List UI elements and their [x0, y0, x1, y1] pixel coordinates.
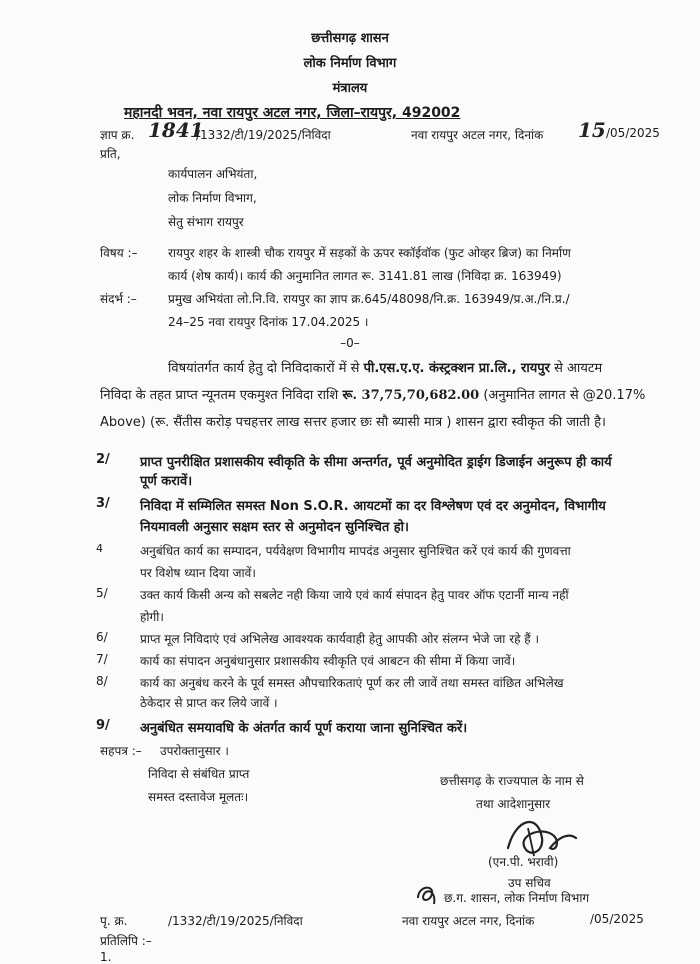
header-address: महानदी भवन, नवा रायपुर अटल नगर, जिला–रायपुर, 492002 [124, 105, 461, 121]
memo-label: ज्ञाप क्र. [100, 128, 135, 142]
enclosure-line: समस्त दस्तावेज मूलतः। [148, 790, 249, 804]
para1-line3: Above) (रू. सैंतीस करोड़ पचहत्तर लाख सत्तर हजार छः सौ ब्यासी मात्र ) शासन द्वारा स्वीकृत की जाती है। [100, 415, 606, 430]
subject-line: कार्य (शेष कार्य)। कार्य की अनुमानित लागत रू. 3141.81 लाख (निविदा क्र. 163949) [168, 269, 562, 283]
point-text: निविदा में सम्मिलित समस्त Non S.O.R. आयटमों का दर विश्लेषण एवं दर अनुमोदन, विभागीय [140, 499, 606, 514]
recipient-line: कार्यपालन अभियंता, [168, 167, 258, 181]
initials-signature-icon [412, 880, 442, 910]
point-text: प्राप्त पुनरीक्षित प्रशासकीय स्वीकृति के सीमा अन्तर्गत, पूर्व अनुमोदित ड्राईग डिजाईन अनुरूप ही कार्य [140, 455, 612, 470]
point-number: 2/ [96, 452, 110, 467]
point-text: अनुबंधित कार्य का सम्पादन, पर्यवेक्षण विभागीय मापदंड अनुसार सुनिश्चित करें एवं कार्य की गुणवत्ता [140, 544, 571, 558]
point-text: पर विशेष ध्यान दिया जावें। [140, 566, 256, 580]
point-text: पूर्ण करावें। [140, 474, 193, 489]
para1-text: से आयटम [554, 361, 603, 376]
enclosure-line: उपरोक्तानुसार । [160, 744, 229, 758]
point-number: 8/ [96, 674, 108, 688]
point-number: 6/ [96, 630, 108, 644]
footer-label: पृ. क्र. [100, 914, 128, 928]
copy-item-number: 1. [100, 950, 112, 964]
signatory-designation: उप सचिव [508, 876, 551, 890]
header-dept: लोक निर्माण विभाग [303, 56, 397, 71]
point-number: 4 [96, 542, 103, 555]
divider: –0– [340, 336, 360, 350]
recipient-line: लोक निर्माण विभाग, [168, 191, 257, 205]
para1-text: विषयांतर्गत कार्य हेतु दो निविदाकारों में से [168, 361, 360, 376]
memo-place-date-label: नवा रायपुर अटल नगर, दिनांक [411, 128, 544, 142]
point-text: अनुबंधित समयावधि के अंतर्गत कार्य पूर्ण कराया जाना सुनिश्चित करें। [140, 721, 468, 736]
memo-date: /05/2025 [606, 126, 660, 140]
signatory-line: छत्तीसगढ़ के राज्यपाल के नाम से [440, 774, 584, 788]
footer-place-date: नवा रायपुर अटल नगर, दिनांक [402, 914, 535, 928]
point-text: कार्य का संपादन अनुबंधानुसार प्रशासकीय स्वीकृति एवं आबटन की सीमा में किया जावें। [140, 654, 516, 668]
point-text: कार्य का अनुबंध करने के पूर्व समस्त औपचारिकताएं पूर्ण कर ली जावें तथा समस्त वांछित अभिलेख [140, 676, 564, 690]
tender-amount: रू. 37,75,70,682.00 [342, 388, 480, 403]
memo-handwritten-day: 15 [578, 118, 606, 142]
point-number: 3/ [96, 496, 110, 511]
point-number: 5/ [96, 586, 108, 600]
reference-label: संदर्भ :– [100, 292, 137, 306]
header-ministry: मंत्रालय [332, 81, 368, 96]
memo-handwritten-number: 1841 [148, 118, 204, 142]
para1-text: (अनुमानित लागत से @20.17% [483, 388, 646, 403]
memo-reference: /1332/टी/19/2025/निविदा [196, 128, 331, 142]
signatory-line: तथा आदेशानुसार [476, 797, 551, 811]
enclosure-line: निविदा से संबंधित प्राप्त [148, 767, 250, 781]
point-text: प्राप्त मूल निविदाएं एवं अभिलेख आवश्यक कार्यवाही हेतु आपकी ओर संलग्न भेजे जा रहे हैं । [140, 632, 540, 646]
point-number: 7/ [96, 652, 108, 666]
para1-line2 [100, 385, 645, 403]
point-text: होगी। [140, 610, 164, 624]
footer-reference: /1332/टी/19/2025/निविदा [168, 914, 303, 928]
prati-label: प्रति, [100, 147, 121, 161]
reference-line: 24–25 नवा रायपुर दिनांक 17.04.2025 । [168, 315, 369, 329]
recipient-line: सेतु संभाग रायपुर [168, 215, 244, 229]
header-govt: छत्तीसगढ़ शासन [311, 31, 389, 46]
copy-label: प्रतिलिपि :– [100, 934, 152, 948]
point-text: उक्त कार्य किसी अन्य को सबलेट नही किया जाये एवं कार्य संपादन हेतु पावर ऑफ एटार्नी मान्य नहीं [140, 588, 569, 602]
subject-line: रायपुर शहर के शास्त्री चौक रायपुर में सड़कों के ऊपर स्कॉईवॉक (फुट ओव्हर ब्रिज) का निर्माण [168, 246, 571, 260]
para1-text: निविदा के तहत प्राप्त न्यूनतम एकमुश्त निविदा राशि [100, 388, 339, 403]
signatory-dept: छ.ग. शासन, लोक निर्माण विभाग [444, 891, 590, 905]
point-text: नियमावली अनुसार सक्षम स्तर से अनुमोदन सुनिश्चित हो। [140, 520, 409, 535]
reference-line: प्रमुख अभियंता लो.नि.वि. रायपुर का ज्ञाप क्र.645/48098/नि.क्र. 163949/प्र.अ./नि.प्र./ [168, 292, 570, 306]
point-text: ठेकेदार से प्राप्त कर लिये जावें । [140, 696, 278, 710]
point-number: 9/ [96, 718, 110, 733]
enclosure-label: सहपत्र :– [100, 744, 142, 758]
subject-label: विषय :– [100, 246, 138, 260]
contractor-name: पी.एस.ए.ए. कंस्ट्रक्शन प्रा.लि., रायपुर [363, 361, 550, 376]
para1-line1 [168, 358, 602, 376]
signatory-name: (एन.पी. भरावी) [488, 855, 559, 869]
footer-date: /05/2025 [590, 912, 644, 926]
